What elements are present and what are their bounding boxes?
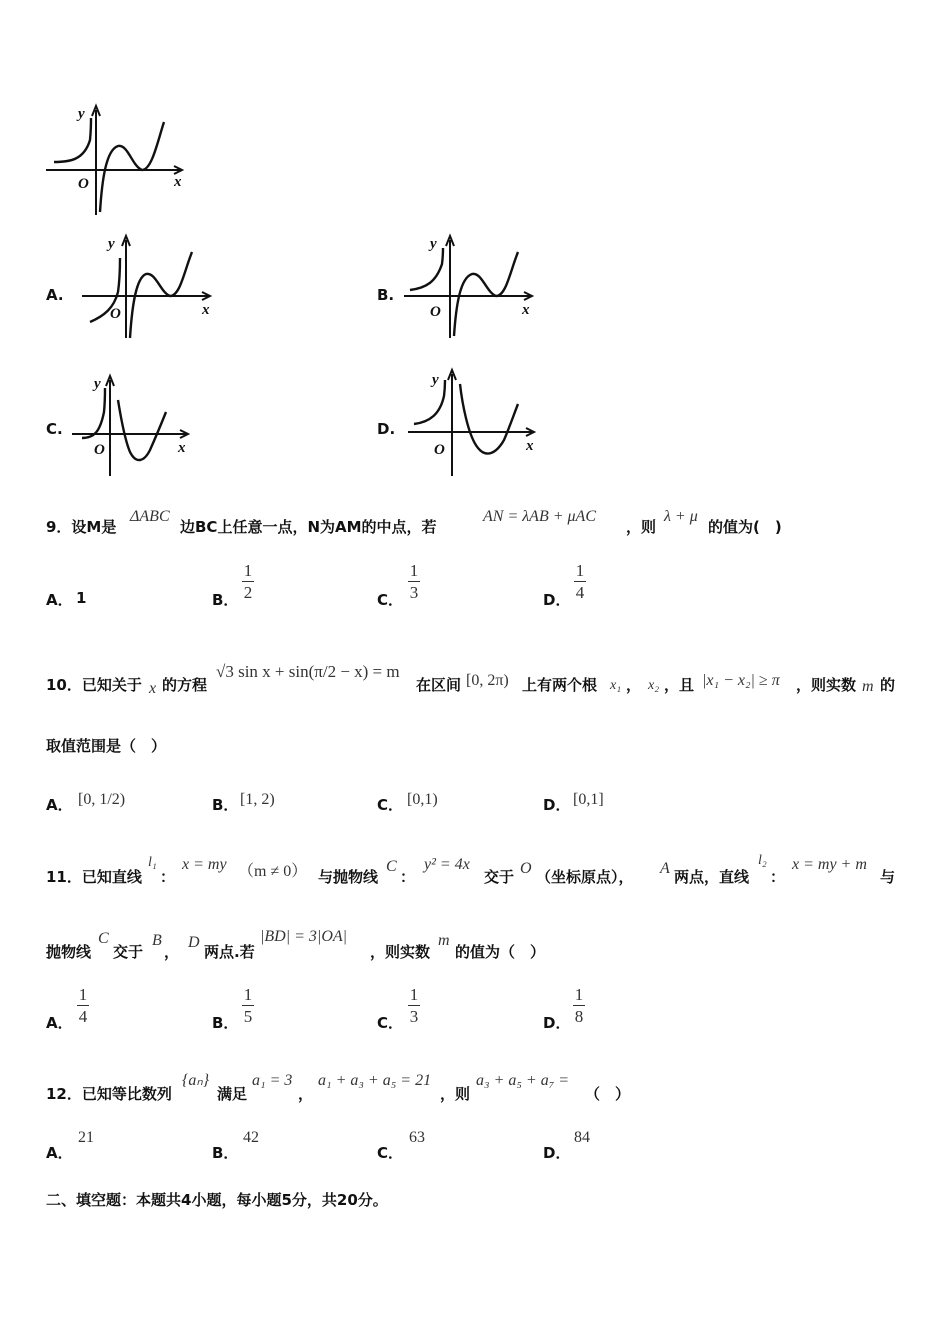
denominator: 8 — [574, 1007, 584, 1026]
fraction-bar — [408, 1005, 420, 1006]
q11-stem-mid1: 与抛物线 — [318, 868, 379, 886]
q9-stem-end: 的值为( ) — [708, 518, 782, 536]
numerator: 1 — [409, 561, 419, 580]
q11-dist-eq: |BD| = 3|OA| — [260, 928, 348, 945]
q12-stem-end: （ ） — [585, 1085, 631, 1103]
q12-option-c-label[interactable]: C． — [377, 1144, 404, 1162]
q11-option-d-fraction[interactable] — [573, 986, 585, 1025]
q11-B: B — [152, 932, 162, 949]
q11-D: D — [188, 934, 200, 951]
denominator: 3 — [409, 1007, 419, 1026]
numerator: 1 — [243, 985, 253, 1004]
numerator: 1 — [243, 561, 253, 580]
q12-option-b-value[interactable]: 42 — [243, 1129, 259, 1146]
q9-option-c-fraction[interactable] — [408, 562, 420, 601]
graph-given — [40, 100, 200, 220]
q11-option-c-fraction[interactable] — [408, 986, 420, 1025]
q10-var-x: x — [149, 680, 157, 697]
axis-y-label: y — [430, 236, 437, 252]
origin-label: O — [434, 442, 445, 458]
q9-option-c-label[interactable]: C． — [377, 591, 404, 609]
numerator: 1 — [78, 985, 88, 1004]
graph-option-b[interactable] — [400, 232, 550, 342]
q11-stem-mid4: 两点，直线 — [674, 868, 750, 886]
fraction-bar — [242, 581, 254, 582]
axis-x-label: x — [522, 302, 530, 318]
q10-stem-mid5: ，则实数 — [796, 676, 857, 694]
q12-option-d-label[interactable]: D． — [543, 1144, 571, 1162]
q10-stem-end: 的 — [880, 676, 896, 694]
q9-option-d-label[interactable]: D． — [543, 591, 571, 609]
q11-m: m — [438, 932, 450, 949]
graph-option-a[interactable] — [80, 232, 220, 342]
q11-eq2: x = my + m — [792, 856, 867, 873]
q9-sum-expr: λ + μ — [664, 508, 698, 525]
q11-A: A — [660, 860, 670, 877]
numerator: 1 — [409, 985, 419, 1004]
q11-option-c-label[interactable]: C． — [377, 1014, 404, 1032]
q9-option-a-label[interactable]: A． — [46, 591, 73, 609]
q8-option-b-label[interactable]: B. — [377, 286, 395, 304]
q8-option-c-label[interactable]: C. — [46, 420, 63, 438]
q10-line2: 取值范围是（ ） — [46, 737, 167, 755]
q11-line2-mid1: 交于 — [113, 943, 144, 961]
origin-label: O — [430, 304, 441, 320]
q12-a1: a₁ = 3 — [252, 1072, 293, 1089]
q9-stem-mid1: 边BC上任意一点，N为AM的中点，若 — [180, 518, 437, 536]
q12-stem-pre: 12．已知等比数列 — [46, 1085, 172, 1103]
q11-option-a-fraction[interactable] — [77, 986, 89, 1025]
q10-root1: x₁ — [610, 678, 622, 693]
axis-x-label: x — [178, 440, 186, 456]
q8-option-d-label[interactable]: D. — [377, 420, 396, 438]
fraction-bar — [242, 1005, 254, 1006]
q11-comma: ， — [164, 943, 180, 961]
axis-x-label: x — [526, 438, 534, 454]
origin-label: O — [110, 306, 121, 322]
q9-option-a-value[interactable]: 1 — [76, 589, 87, 607]
q11-line2-end: 的值为（ ） — [455, 943, 546, 961]
q11-line2-mid3: ，则实数 — [370, 943, 431, 961]
q10-option-d-value[interactable]: [0,1] — [573, 791, 604, 808]
q12-stem-mid2: ，则 — [440, 1085, 471, 1103]
q10-stem-pre: 10．已知关于 — [46, 676, 142, 694]
denominator: 4 — [78, 1007, 88, 1026]
q11-stem-pre: 11．已知直线 — [46, 868, 142, 886]
q10-stem-mid3: 上有两个根 — [522, 676, 598, 694]
q12-option-d-value[interactable]: 84 — [574, 1129, 590, 1146]
denominator: 3 — [409, 583, 419, 602]
axis-x-label: x — [174, 174, 182, 190]
q10-option-a-label[interactable]: A． — [46, 796, 73, 814]
q10-var-m: m — [862, 678, 874, 695]
q9-stem-pre: 9．设M是 — [46, 518, 117, 536]
q9-vector-eq: AN = λAB + μAC — [483, 508, 596, 525]
q11-C2: C — [98, 930, 109, 947]
numerator: 1 — [574, 985, 584, 1004]
fraction-bar — [408, 581, 420, 582]
q12-sum1: a₁ + a₃ + a₅ = 21 — [318, 1072, 432, 1089]
q12-sum2: a₃ + a₅ + a₇ = — [476, 1072, 570, 1089]
q11-O: O — [520, 860, 532, 877]
fraction-bar — [77, 1005, 89, 1006]
denominator: 2 — [243, 583, 253, 602]
axis-y-label: y — [432, 372, 439, 388]
q10-option-b-value[interactable]: [1, 2) — [240, 791, 275, 808]
q11-l2: l₂ — [758, 853, 767, 868]
q9-stem-mid2: ，则 — [626, 518, 657, 536]
q11-colon1: ： — [160, 868, 176, 886]
q12-comma: ， — [298, 1085, 314, 1103]
q11-line2-pre: 抛物线 — [46, 943, 92, 961]
q12-option-a-label[interactable]: A． — [46, 1144, 73, 1162]
q8-option-a-label[interactable]: A. — [46, 286, 64, 304]
q11-cond: （m ≠ 0） — [238, 863, 308, 880]
origin-label: O — [94, 442, 105, 458]
fraction-bar — [574, 581, 586, 582]
q10-stem-mid4: ，且 — [664, 676, 695, 694]
q11-C: C — [386, 858, 397, 875]
q9-triangle: ΔABC — [130, 508, 170, 525]
axis-y-label: y — [78, 106, 85, 122]
q10-option-d-label[interactable]: D． — [543, 796, 571, 814]
denominator: 5 — [243, 1007, 253, 1026]
q10-option-c-value[interactable]: [0,1) — [407, 791, 438, 808]
q12-seq: {aₙ} — [182, 1072, 210, 1089]
section-2-heading: 二、填空题：本题共4小题，每小题5分，共20分。 — [46, 1191, 388, 1209]
q11-option-d-label[interactable]: D． — [543, 1014, 571, 1032]
q11-stem-end: 与 — [880, 868, 896, 886]
q11-stem-mid2: 交于 — [484, 868, 515, 886]
q11-option-b-fraction[interactable] — [242, 986, 254, 1025]
q10-equation: √3 sin x + sin(π/2 − x) = m — [216, 662, 400, 681]
q12-stem-mid1: 满足 — [217, 1085, 248, 1103]
q10-option-a-value[interactable]: [0, 1/2) — [78, 791, 126, 808]
fraction-bar — [573, 1005, 585, 1006]
q9-option-d-fraction[interactable] — [574, 562, 586, 601]
q11-line2-mid2: 两点.若 — [204, 943, 255, 961]
graph-option-d[interactable] — [404, 366, 554, 481]
origin-label: O — [78, 176, 89, 192]
q11-parabola: y² = 4x — [424, 856, 470, 873]
q10-comma: ， — [626, 676, 642, 694]
q11-option-a-label[interactable]: A． — [46, 1014, 73, 1032]
q11-stem-mid3: （坐标原点）， — [536, 868, 634, 886]
q10-stem-mid1: 的方程 — [162, 676, 208, 694]
q11-option-b-label[interactable]: B． — [212, 1014, 239, 1032]
q12-option-a-value[interactable]: 21 — [78, 1129, 94, 1146]
q10-option-c-label[interactable]: C． — [377, 796, 404, 814]
axis-x-label: x — [202, 302, 210, 318]
q10-condition: |x₁ − x₂| ≥ π — [702, 672, 780, 689]
q9-option-b-label[interactable]: B． — [212, 591, 239, 609]
q11-colon2: ： — [400, 868, 416, 886]
axis-y-label: y — [94, 376, 101, 392]
graph-option-c[interactable] — [70, 372, 200, 482]
q12-option-b-label[interactable]: B． — [212, 1144, 239, 1162]
axis-y-label: y — [108, 236, 115, 252]
q12-option-c-value[interactable]: 63 — [409, 1129, 425, 1146]
denominator: 4 — [575, 583, 585, 602]
q10-interval: [0, 2π) — [466, 672, 509, 689]
q10-option-b-label[interactable]: B． — [212, 796, 239, 814]
q11-colon3: ： — [770, 868, 786, 886]
q11-l1: l₁ — [148, 855, 157, 870]
q9-option-b-fraction[interactable] — [242, 562, 254, 601]
q10-stem-mid2: 在区间 — [416, 676, 462, 694]
numerator: 1 — [575, 561, 585, 580]
q11-eq1: x = my — [182, 856, 227, 873]
q10-root2: x₂ — [648, 678, 660, 693]
